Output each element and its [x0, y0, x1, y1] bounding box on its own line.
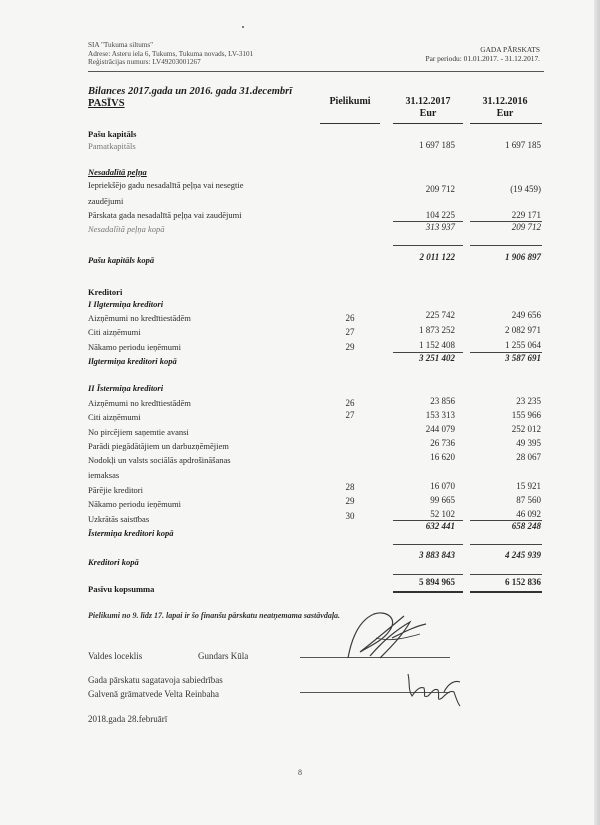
st-other-loans-label: Citi aizņēmumi	[88, 412, 141, 422]
prior-retained-label-1: Iepriekšējo gadu nesadalītā peļņa vai nesegtie	[88, 180, 244, 190]
equity-total-label: Pašu kapitāls kopā	[88, 255, 155, 265]
notes-reference: Pielikumi no 9. līdz 17. lapai ir šo finanšu pārskatu neatņemama sastāvdaļa.	[88, 611, 341, 620]
st-total-2016: 658 248	[511, 521, 541, 531]
board-member-role: Valdes loceklis	[88, 651, 143, 661]
st-accrued-note: 30	[345, 511, 355, 521]
st-taxes-label-1: Nodokļi un valsts sociālās apdrošināšanas	[88, 455, 231, 465]
st-other-loans-2016: 155 966	[511, 410, 541, 420]
lt-bank-loans-2017: 225 742	[425, 310, 455, 320]
prepared-by-label: Gada pārskatu sagatavoja sabiedrības	[88, 675, 223, 685]
report-period: Par periodu: 01.01.2017. - 31.12.2017.	[425, 54, 540, 64]
company-header	[88, 41, 253, 67]
lt-total-label: Ilgtermiņa kreditori kopā	[88, 356, 177, 366]
short-term-creditors-heading: II Īstermiņa kreditori	[88, 383, 164, 393]
lt-deferred-income-note: 29	[345, 342, 355, 352]
creditors-heading: Kreditori	[88, 287, 123, 297]
creditors-total-2016: 4 245 939	[505, 550, 541, 560]
col-header-2017-date: 31.12.2017	[405, 96, 451, 107]
rule-creditors-2017	[393, 544, 463, 545]
st-other-creditors-note: 28	[345, 482, 355, 492]
lt-deferred-income-2017: 1 152 408	[419, 340, 455, 350]
rule-equity-2016	[470, 245, 542, 246]
col-rule-2017	[393, 123, 463, 124]
retained-earnings-heading: Nesadalītā peļņa	[88, 167, 147, 177]
liabilities-total-label: Pasīvu kopsumma	[88, 584, 155, 594]
lt-other-loans-note: 27	[345, 327, 355, 337]
year-profit-2017: 104 225	[425, 210, 455, 220]
st-accrued-2016: 46 092	[516, 509, 541, 519]
st-bank-loans-2016: 23 235	[516, 396, 541, 406]
retained-total-label: Nesadalītā peļņa kopā	[88, 224, 165, 234]
report-header	[425, 45, 540, 63]
prior-retained-2017: 209 712	[425, 184, 455, 194]
st-other-creditors-label: Pārējie kreditori	[88, 485, 143, 495]
col-header-2016-currency: Eur	[496, 108, 514, 119]
lt-other-loans-label: Citi aizņēmumi	[88, 327, 141, 337]
st-suppliers-2016: 49 395	[516, 438, 541, 448]
board-member-name: Gundars Kūla	[198, 651, 249, 661]
col-rule-notes	[320, 123, 380, 124]
lt-deferred-income-label: Nākamo periodu ieņēmumi	[88, 342, 182, 352]
company-reg-number: Reģistrācijas numurs: LV49203001267	[88, 58, 201, 67]
equity-total-2016: 1 906 897	[505, 252, 541, 262]
st-bank-loans-label: Aizņēmumi no kredītiestādēm	[88, 398, 191, 408]
rule-creditors-2016	[470, 544, 542, 545]
st-taxes-label-2: iemaksas	[88, 470, 120, 480]
st-other-loans-2017: 153 313	[425, 410, 455, 420]
equity-heading: Pašu kapitāls	[88, 129, 137, 139]
st-other-creditors-2017: 16 070	[430, 481, 455, 491]
lt-other-loans-2017: 1 873 252	[419, 325, 455, 335]
page-title: Bilances 2017.gada un 2016. gada 31.decembrī	[88, 86, 293, 97]
year-profit-label: Pārskata gada nesadalītā peļņa vai zaudējumi	[88, 210, 242, 220]
lt-bank-loans-note: 26	[345, 313, 355, 323]
share-capital-2017: 1 697 185	[419, 140, 455, 150]
company-address: Adrese: Asteru iela 6, Tukums, Tukuma novads, LV-3101	[88, 49, 254, 58]
rule-total-top-2017	[393, 574, 463, 575]
st-advances-label: No pircējiem saņemtie avansi	[88, 427, 189, 437]
rule-total-bottom-2017	[393, 591, 463, 593]
st-deferred-income-label: Nākamo periodu ieņēmumi	[88, 499, 182, 509]
st-advances-2017: 244 079	[425, 424, 455, 434]
share-capital-label: Pamatkapitāls	[88, 141, 136, 151]
rule-total-bottom-2016	[470, 591, 542, 593]
creditors-total-2017: 3 883 843	[419, 550, 455, 560]
share-capital-2016: 1 697 185	[505, 140, 541, 150]
col-header-2016	[470, 96, 540, 120]
page-number: 8	[298, 768, 302, 777]
col-rule-2016	[470, 123, 542, 124]
accountant-signature-icon	[400, 668, 470, 708]
page-edge-shadow	[594, 0, 600, 825]
liabilities-total-2017: 5 894 965	[419, 577, 455, 587]
lt-deferred-income-2016: 1 255 064	[505, 340, 541, 350]
page-subtitle: PASĪVS	[88, 98, 125, 109]
long-term-creditors-heading: I Ilgtermiņa kreditori	[88, 299, 164, 309]
board-signature-icon	[330, 608, 440, 663]
st-accrued-2017: 52 102	[430, 509, 455, 519]
company-name: SIA "Tukuma siltums"	[88, 41, 154, 49]
st-other-loans-note: 27	[345, 410, 355, 420]
rule-total-top-2016	[470, 574, 542, 575]
st-suppliers-label: Parādi piegādātājiem un darbuzņēmējiem	[88, 441, 229, 451]
chief-accountant: Galvenā grāmatvede Velta Reinbaha	[88, 689, 220, 699]
prior-retained-label-2: zaudējumi	[88, 196, 124, 206]
report-type: GADA PĀRSKATS	[480, 45, 540, 54]
col-header-notes: Pielikumi	[329, 96, 371, 107]
st-accrued-label: Uzkrātās saistības	[88, 514, 150, 524]
year-profit-2016: 229 171	[511, 210, 541, 220]
retained-total-2017: 313 937	[425, 222, 455, 232]
st-advances-2016: 252 012	[511, 424, 541, 434]
creditors-total-label: Kreditori kopā	[88, 557, 139, 567]
st-total-2017: 632 441	[425, 521, 455, 531]
lt-total-2016: 3 587 691	[505, 353, 541, 363]
st-deferred-income-note: 29	[345, 496, 355, 506]
st-bank-loans-2017: 23 856	[430, 396, 455, 406]
st-total-label: Īstermiņa kreditori kopā	[88, 528, 174, 538]
st-deferred-income-2017: 99 665	[430, 495, 455, 505]
col-header-2016-date: 31.12.2016	[482, 96, 528, 107]
scan-speck	[242, 26, 244, 28]
col-header-2017-currency: Eur	[419, 108, 437, 119]
lt-bank-loans-label: Aizņēmumi no kredītiestādēm	[88, 313, 191, 323]
header-divider	[88, 71, 544, 72]
st-bank-loans-note: 26	[345, 398, 355, 408]
lt-other-loans-2016: 2 082 971	[505, 325, 541, 335]
col-header-2017	[393, 96, 463, 120]
liabilities-total-2016: 6 152 836	[505, 577, 541, 587]
st-suppliers-2017: 26 736	[430, 438, 455, 448]
st-deferred-income-2016: 87 560	[516, 495, 541, 505]
st-taxes-2016: 28 067	[516, 452, 541, 462]
st-other-creditors-2016: 15 921	[516, 481, 541, 491]
st-taxes-2017: 16 620	[430, 452, 455, 462]
signing-date: 2018.gada 28.februārī	[88, 714, 168, 724]
rule-equity-2017	[393, 245, 463, 246]
retained-total-2016: 209 712	[511, 222, 541, 232]
lt-bank-loans-2016: 249 656	[511, 310, 541, 320]
lt-total-2017: 3 251 402	[419, 353, 455, 363]
equity-total-2017: 2 011 122	[419, 252, 455, 262]
prior-retained-2016: (19 459)	[510, 184, 541, 194]
